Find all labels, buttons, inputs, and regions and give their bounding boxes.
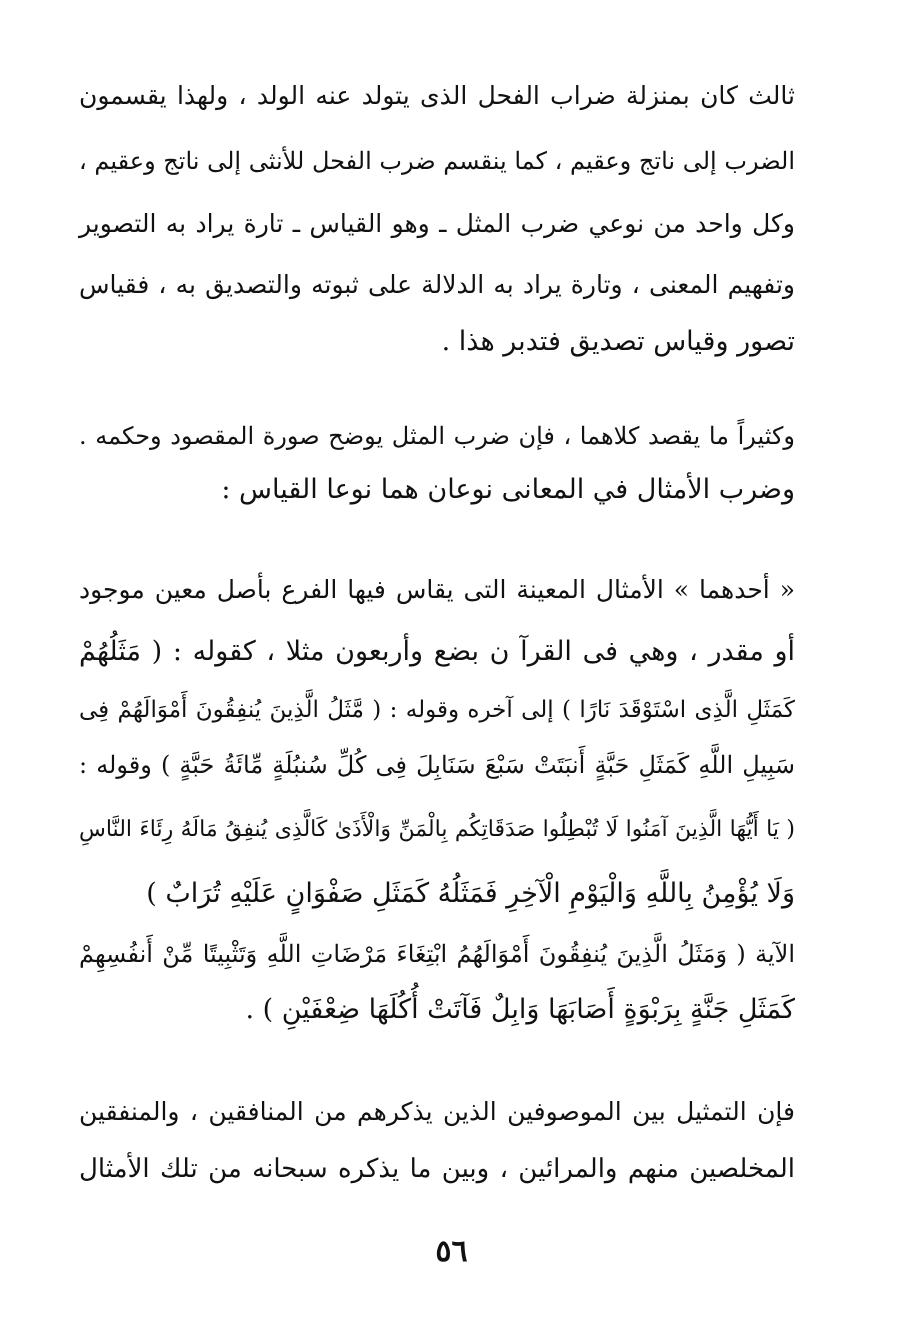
paragraph-3-line-6: وَلَا يُؤْمِنُ بِاللَّهِ وَالْيَوْمِ الْآخِرِ فَمَثَلُهُ كَمَثَلِ صَفْوَانٍ عَلَيْهِ تُرَابٌ ): [146, 878, 795, 909]
paragraph-3-line-1: « أحدهما » الأمثال المعينة التى يقاس فيها الفرع بأصل معين موجود: [79, 575, 795, 604]
paragraph-3-line-5: ( يَا أَيُّهَا الَّذِينَ آمَنُوا لَا تُبْطِلُوا صَدَقَاتِكُم بِالْمَنِّ وَالْأَذَىٰ كَالَّذِى يُنفِقُ مَالَهُ رِئَاءَ النَّاسِ: [79, 817, 795, 842]
paragraph-1-line-3: وكل واحد من نوعي ضرب المثل ـ وهو القياس ـ تارة يراد به التصوير: [79, 209, 795, 238]
paragraph-1-line-4: وتفهيم المعنى ، وتارة يراد به الدلالة على ثبوته والتصديق به ، فقياس: [79, 270, 795, 299]
paragraph-2-line-1: وكثيراً ما يقصد كلاهما ، فإن ضرب المثل يوضح صورة المقصود وحكمه .: [79, 422, 795, 450]
paragraph-4-line-1: فإن التمثيل بين الموصوفين الذين يذكرهم من المنافقين ، والمنفقين: [79, 1097, 795, 1126]
paragraph-3-line-3: كَمَثَلِ الَّذِى اسْتَوْقَدَ نَارًا ) إلى آخره وقوله : ( مَّثَلُ الَّذِينَ يُنفِقُونَ أَمْوَالَهُمْ فِى: [79, 697, 795, 723]
paragraph-3-line-7: الآية ( وَمَثَلُ الَّذِينَ يُنفِقُونَ أَمْوَالَهُمُ ابْتِغَاءَ مَرْضَاتِ اللَّهِ وَتَثْبِيتًا مِّنْ أَنفُسِهِمْ: [79, 940, 795, 968]
paragraph-1-line-5: تصور وقياس تصديق فتدبر هذا .: [441, 326, 795, 357]
paragraph-2-line-2: وضرب الأمثال في المعانى نوعان هما نوعا القياس :: [221, 474, 795, 505]
paragraph-3-line-8: كَمَثَلِ جَنَّةٍ بِرَبْوَةٍ أَصَابَهَا وَابِلٌ فَآتَتْ أُكُلَهَا ضِعْفَيْنِ ) .: [245, 994, 795, 1025]
page-number: ٥٦: [435, 1234, 468, 1269]
paragraph-4-line-2: المخلصين منهم والمرائين ، وبين ما يذكره سبحانه من تلك الأمثال: [79, 1154, 795, 1184]
paragraph-1-line-1: ثالث كان بمنزلة ضراب الفحل الذى يتولد عنه الولد ، ولهذا يقسمون: [79, 81, 795, 110]
paragraph-1-line-2: الضرب إلى ناتج وعقيم ، كما ينقسم ضرب الفحل للأنثى إلى ناتج وعقيم ،: [79, 147, 795, 175]
paragraph-3-line-4: سَبِيلِ اللَّهِ كَمَثَلِ حَبَّةٍ أَنبَتَتْ سَبْعَ سَنَابِلَ فِى كُلِّ سُنبُلَةٍ مِّائَةُ حَبَّةٍ ) وقوله :: [79, 751, 795, 779]
paragraph-3-line-2: أو مقدر ، وهي فى القرآ ن بضع وأربعون مثلا ، كقوله : ( مَثَلُهُمْ: [79, 636, 795, 667]
